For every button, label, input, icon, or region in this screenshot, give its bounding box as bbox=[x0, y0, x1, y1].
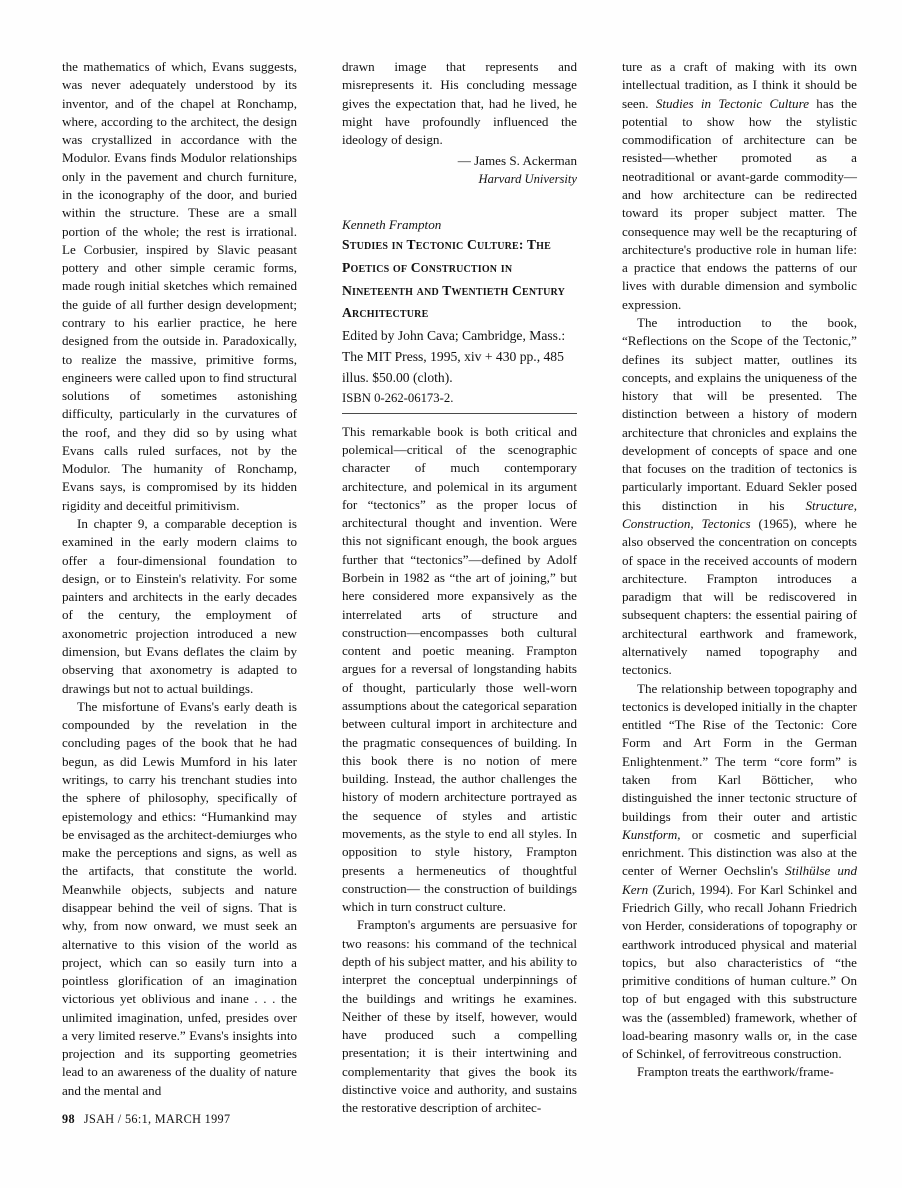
paragraph: This remarkable book is both critical and polemical—critical of the scenographic character of much contemporary architecture, and polemical in its argument for “tectonics” as the proper locus of architectural thought and invention. Were this not significant enough, the book argues further that “tectonics”—defined by Adolf Borbein in 1982 as “the art of joining,” but here considered more expansively as the interrelated arts of structure and construction—encompasses both cultural content and poetic meaning. Frampton argues for a reversal of longstanding habits of thought, particularly those well-worn assumptions about the categorical separation between cultural import in architecture and the pragmatic consequences of building. In this book there is no notion of mere building. Instead, the author challenges the history of modern architecture portrayed as the sequence of styles and artistic movements, as the style to end all styles. In opposition to style history, Frampton presents a hermeneutics of thoughtful construction— the construction of buildings which in turn construct culture. bbox=[342, 423, 577, 915]
text-run: (1965), where he also observed the concentration on concepts of space in the received accounts of modern architecture. Frampton introduces a paradigm that will be rediscovered in subsequent chapters: the essential pairing of architectural earthwork and framework, alternatively named topography and tectonics. bbox=[622, 516, 857, 678]
text-run: (Zurich, 1994). For Karl Schinkel and Friedrich Gilly, who recall Johann Friedrich von Herder, considerations of topography or earthwork introduced physical and material topics, but also characteristics of “the primitive conditions of human culture.” On top of but engaged with this substructure was the (assembled) framework, whether of load-bearing masonry walls or, in the case of Schinkel, of ferrovitreous construction. bbox=[622, 881, 857, 1062]
paragraph-continuation: drawn image that represents and misrepresents it. His concluding message gives the expectation that, had he lived, he might have profoundly influenced the ideology of design. bbox=[342, 59, 577, 148]
book-isbn: ISBN 0-262-06173-2. bbox=[342, 390, 454, 405]
german-term-italic: Kunstform, bbox=[622, 826, 681, 842]
citation-divider-rule bbox=[342, 413, 577, 414]
page-footer bbox=[62, 1112, 230, 1127]
paragraph bbox=[622, 680, 857, 1064]
paragraph: the mathematics of which, Evans suggests, was never adequately understood by its inventor, and of the chapel at Ronchamp, where, according to the architect, the design was crystallized in accordance with the Modulor. Evans finds Modulor relationships only in the pavement and church furniture, in the iconography of the door, and buried within the structure. These are a small portion of the whole; the rest is irrational. Le Corbusier, inspired by Slavic peasant pottery and other simple ceramic forms, made rough initial sketches which remained the guide of all further design development; contrary to his earlier practice, he here designed from the outside in. Paradoxically, to realize the massive, primitive forms, engineers were called upon to find structural solutions of sometimes astonishing difficulty, particularly in the curvatures of the roof, and they did so by using what Evans calls ruled surfaces, not by the Modulor. The humanity of Ronchamp, Evans says, is compromised by its hidden rigidity and deceitful primitivism. bbox=[62, 59, 297, 513]
three-column-layout bbox=[62, 58, 857, 1116]
paragraph: The misfortune of Evans's early death is compounded by the revelation in the concluding pages of the book that he had begun, as did Lewis Mumford in his later writings, to carry his trenchant studies into the sphere of philosophy, specifically of epistemology and ethics: “Humankind may be envisaged as the architect-demiurges who make the perceptions and signs, as well as the artifacts, that constitute the world. Meanwhile objects, subjects and nature disappear behind the veil of signs. That is why, from now onward, we must seek an alternative to this vision of the world as project, which can so easily turn into a pointless glorification of an imagination victorious yet oblivious and inane . . . the unlimited imagination, unfed, presides over a very limited reserve.” Evans's insights into projection and its supporting geometries lead to an awareness of the duality of nature and the mental and bbox=[62, 698, 297, 1098]
paragraph: Frampton treats the earthwork/frame- bbox=[637, 1064, 834, 1080]
column-three bbox=[622, 58, 857, 1088]
page-number: 98 bbox=[62, 1112, 75, 1126]
journal-issue-line: JSAH / 56:1, MARCH 1997 bbox=[83, 1112, 231, 1126]
text-run: The relationship between topography and tectonics is developed initially in the chapter entitled “The Rise of the Tectonic: Core Form and Art Form in the German Enlightenment.” The term “core form” is taken from Karl Bötticher, who distinguished the inner tectonic structure of buildings from their outer and artistic bbox=[622, 680, 857, 824]
reviewer-name: — James S. Ackerman bbox=[457, 153, 577, 169]
book-title-italic: Studies in Tectonic Culture bbox=[655, 95, 810, 111]
book-citation bbox=[342, 215, 577, 407]
paragraph: Frampton's arguments are persuasive for two reasons: his command of the technical depth of his subject matter, and his ability to interpret the conceptual underpinnings of the buildings and writings he examines. Neither of these by itself, however, would have produced such a compelling presentation; it is their intertwining and complementarity that gives the book its distinctive voice and authority, and sustains the restorative description of architec- bbox=[342, 917, 577, 1116]
book-publication-info: Edited by John Cava; Cambridge, Mass.: The MIT Press, 1995, xiv + 430 pp., 485 illus. $50.00 (cloth). bbox=[342, 327, 566, 385]
column-two bbox=[342, 58, 577, 1116]
column-one bbox=[62, 58, 297, 1098]
text-run: ture as a craft of making with its own intellectual tradition, as I think it should be seen. bbox=[622, 59, 857, 111]
reviewer-institution: Harvard University bbox=[478, 172, 577, 187]
book-author: Kenneth Frampton bbox=[342, 217, 442, 233]
text-run: has the potential to show how the stylistic commodification of architecture can be resisted—whether promoted as a neotraditional or avant-garde commodity—and how architecture can be redirected toward its proper subject matter. The consequence may well be the recapturing of architecture's productive role in human life: a practice that endows the patterns of our lives with durable dimension and symbolic expression. bbox=[622, 95, 857, 312]
text-run: or cosmetic and superficial enrichment. This distinction was also at the center of Werner Oechslin's bbox=[622, 826, 857, 879]
book-title: Studies in Tectonic Culture: The Poetics of Construction in Nineteenth and Twentieth Century Architecture bbox=[342, 237, 565, 321]
paragraph: In chapter 9, a comparable deception is examined in the early modern claims to offer a four-dimensional foundation to design, or to Einstein's relativity. For some painters and architects in the early decades of the century, the employment of axonometric projection introduced a new dimension, but Evans deflates the claim by observing that axonometry is adapted to drawings but not to actual buildings. bbox=[62, 516, 297, 696]
book-title-italic: Structure, Construction, Tectonics bbox=[622, 497, 857, 532]
paragraph bbox=[622, 58, 857, 314]
text-run: The introduction to the book, “Reflections on the Scope of the Tectonic,” defines its subject matter, outlines its concepts, and explains the uniqueness of the history that will be presented. The distinction between a history of modern architecture that chronicles and explains the development of concepts of space and one that focuses on the tradition of tectonics is particularly important. Eduard Sekler posed this distinction in his bbox=[622, 314, 857, 513]
book-title-italic: Stilhülse und Kern bbox=[622, 863, 857, 897]
paragraph bbox=[622, 314, 857, 680]
review-attribution bbox=[342, 151, 577, 188]
